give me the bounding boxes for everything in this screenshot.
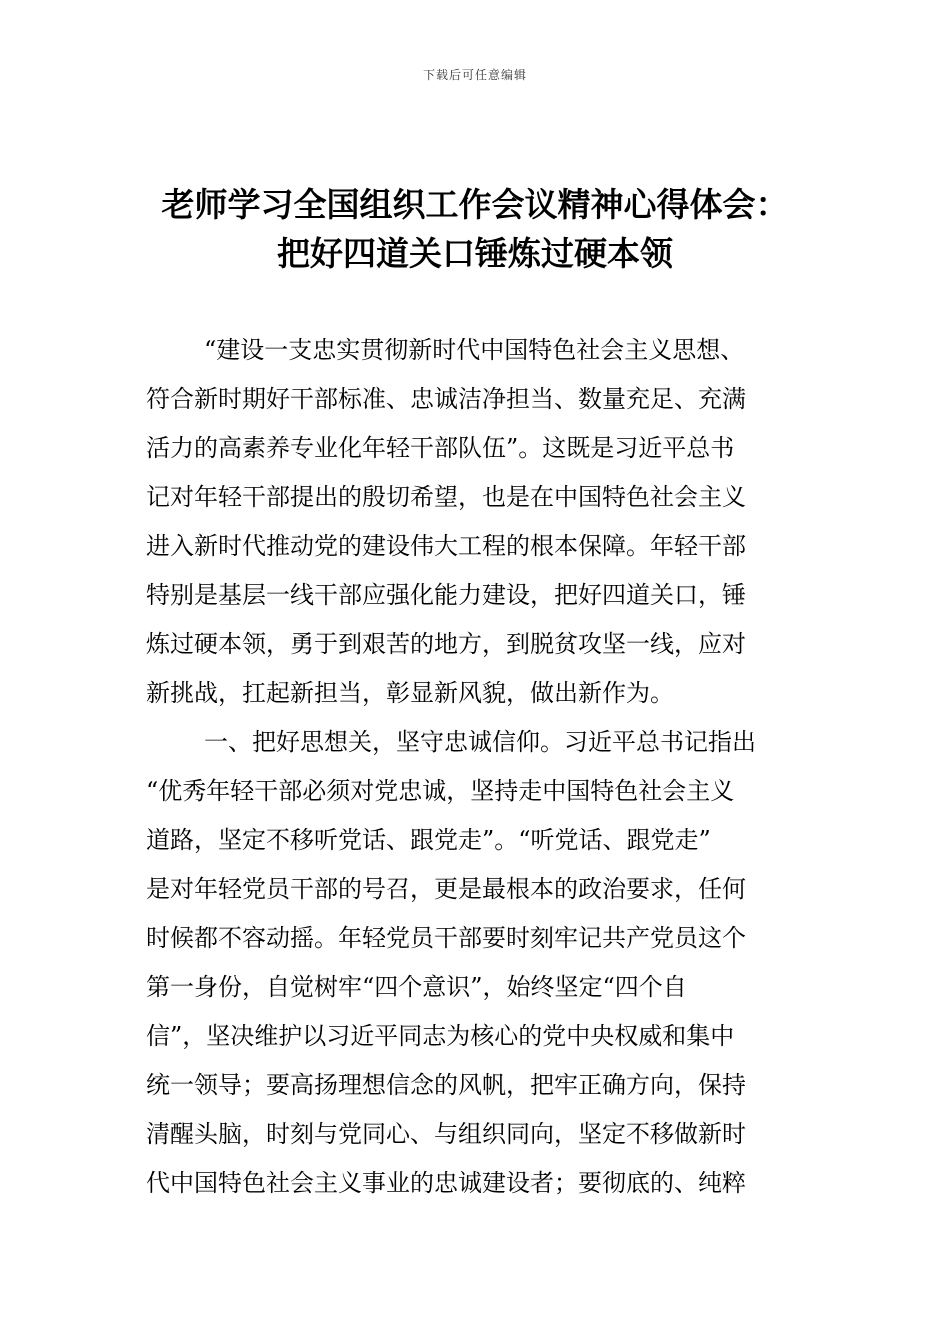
- document-title: [100, 180, 850, 278]
- text-line: 符合新时期好干部标准、忠诚洁净担当、数量充足、充满: [146, 385, 746, 413]
- text-line: 炼过硬本领，勇于到艰苦的地方，到脱贫攻坚一线，应对: [146, 630, 746, 658]
- text-line: 清醒头脑，时刻与党同心、与组织同向，坚定不移做新时: [146, 1120, 746, 1148]
- paragraph-section-one: [146, 718, 812, 1208]
- text-line: 活力的高素养专业化年轻干部队伍”。这既是习近平总书: [146, 434, 735, 462]
- paragraph-intro: [146, 326, 812, 718]
- text-line: 统一领导；要高扬理想信念的风帆，把牢正确方向，保持: [146, 1071, 746, 1099]
- title-line: 把好四道关口锤炼过硬本领: [277, 234, 673, 273]
- text-line: 道路，坚定不移听党话、跟党走”。“听党话、跟党走”: [146, 826, 711, 854]
- text-line: 是对年轻党员干部的号召，更是最根本的政治要求，任何: [146, 875, 746, 903]
- text-line: 时候都不容动摇。年轻党员干部要时刻牢记共产党员这个: [146, 924, 746, 952]
- text-line: 特别是基层一线干部应强化能力建设，把好四道关口，锤: [146, 581, 746, 609]
- text-line: “优秀年轻干部必须对党忠诚，坚持走中国特色社会主义: [146, 777, 735, 805]
- text-line: 进入新时代推动党的建设伟大工程的根本保障。年轻干部: [146, 532, 746, 560]
- text-line: 第一身份，自觉树牢“四个意识”，始终坚定“四个自: [146, 973, 687, 1001]
- text-line: 新挑战，扛起新担当，彰显新风貌，做出新作为。: [146, 679, 674, 707]
- title-line: 老师学习全国组织工作会议精神心得体会：: [161, 185, 789, 224]
- text-line: 信”，坚决维护以习近平同志为核心的党中央权威和集中: [146, 1022, 735, 1050]
- text-line: “建设一支忠实贯彻新时代中国特色社会主义思想、: [204, 336, 745, 364]
- text-line: 一、把好思想关，坚守忠诚信仰。习近平总书记指出: [204, 728, 756, 756]
- text-line: 代中国特色社会主义事业的忠诚建设者；要彻底的、纯粹: [146, 1169, 746, 1197]
- text-line: 记对年轻干部提出的殷切希望，也是在中国特色社会主义: [146, 483, 746, 511]
- document-body: [146, 326, 812, 1208]
- header-note: 下载后可任意编辑: [422, 68, 527, 82]
